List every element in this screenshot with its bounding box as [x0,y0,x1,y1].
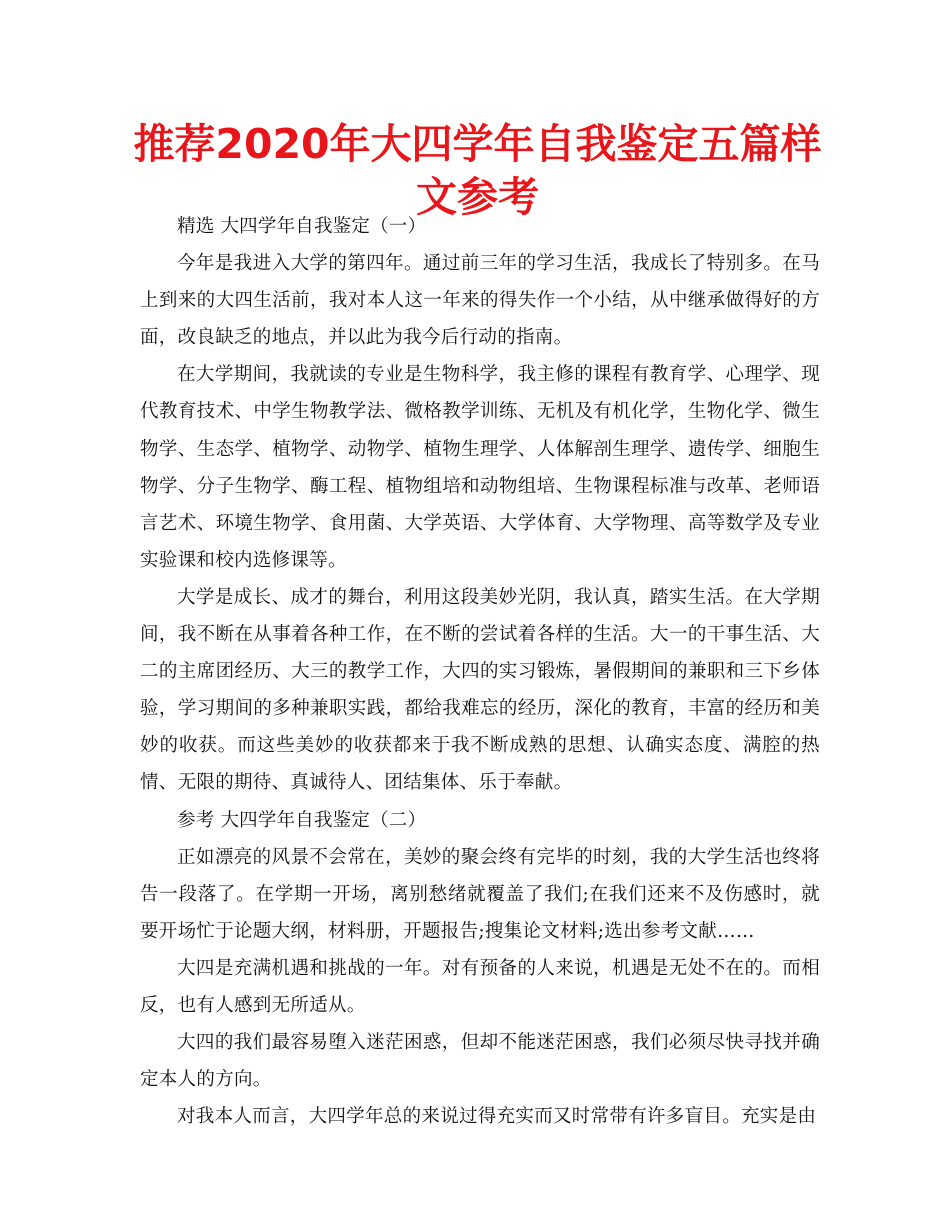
section-heading-2: 参考 大四学年自我鉴定（二） [177,809,427,831]
paragraph-7: 对我本人而言，大四学年总的来说过得充实而又时常带有许多盲目。充实是由 [177,1106,817,1128]
document-title: 推荐2020年大四学年自我鉴定五篇样文参考 [133,120,822,221]
paragraph-1: 今年是我进入大学的第四年。通过前三年的学习生活，我成长了特别多。在马上到来的大四生活前，我对本人这一年来的得失作一个小结，从中继承做得好的方面，改良缺乏的地点，并以此为我今后行动的指南。 [140,253,820,349]
paragraph-5: 大四是充满机遇和挑战的一年。对有预备的人来说，机遇是无处不在的。而相反，也有人感到无所适从。 [140,957,820,1016]
document-body [140,208,820,1135]
paragraph-2: 在大学期间，我就读的专业是生物科学，我主修的课程有教育学、心理学、现代教育技术、中学生物教学法、微格教学训练、无机及有机化学，生物化学、微生物学、生态学、植物学、动物学、植物生理学、人体解剖生理学、遗传学、细胞生物学、分子生物学、酶工程、植物组培和动物组培、生物课程标准与改革、老师语言艺术、环境生物学、食用菌、大学英语、大学体育、大学物理、高等数学及专业实验课和校内选修课等。 [140,364,820,571]
paragraph-3: 大学是成长、成才的舞台，利用这段美妙光阴，我认真，踏实生活。在大学期间，我不断在从事着各种工作，在不断的尝试着各样的生活。大一的干事生活、大二的主席团经历、大三的教学工作，大四的实习锻炼，暑假期间的兼职和三下乡体验，学习期间的多种兼职实践，都给我难忘的经历，深化的教育，丰富的经历和美妙的收获。而这些美妙的收获都来于我不断成熟的思想、认确实态度、满腔的热情、无限的期待、真诚待人、团结集体、乐于奉献。 [140,586,820,794]
section-heading-1: 精选 大四学年自我鉴定（一） [177,216,427,237]
paragraph-6: 大四的我们最容易堕入迷茫困惑，但却不能迷茫困惑，我们必须尽快寻找并确定本人的方向。 [140,1032,820,1091]
paragraph-4: 正如漂亮的风景不会常在，美妙的聚会终有完毕的时刻，我的大学生活也终将告一段落了。在学期一开场，离别愁绪就覆盖了我们;在我们还来不及伤感时，就要开场忙于论题大纲，材料册，开题报告;搜集论文材料;选出参考文献…… [140,846,820,942]
